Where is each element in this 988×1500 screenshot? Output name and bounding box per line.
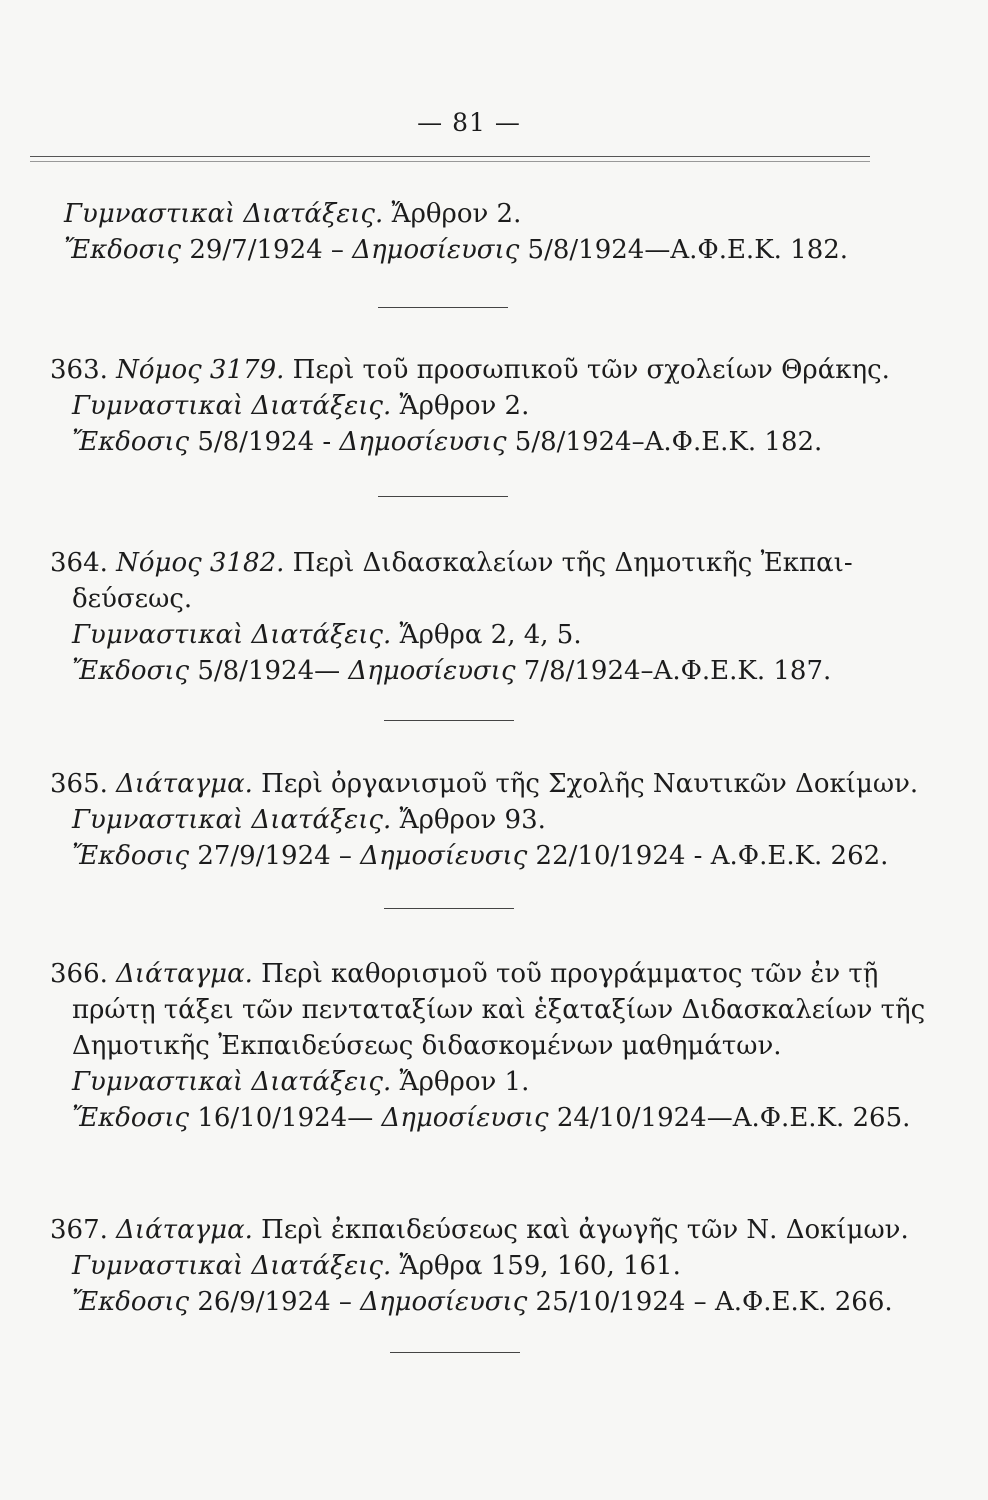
publication-label: Δημοσίευσις bbox=[360, 841, 528, 871]
entry-number: 363. bbox=[50, 355, 108, 385]
preface-edition-line bbox=[64, 232, 924, 268]
entry-provisions-line bbox=[50, 1248, 910, 1284]
edition-label: Ἔκδοσις bbox=[72, 1103, 190, 1133]
entry-title-cont: δεύσεως. bbox=[72, 584, 193, 614]
section-divider bbox=[384, 720, 514, 721]
entry-title: Περὶ ὀργανισμοῦ τῆς Σχολῆς Ναυτικῶν Δοκίμων. bbox=[261, 769, 919, 799]
entry-edition-line bbox=[50, 1100, 910, 1136]
provisions-label: Γυμναστικαὶ Διατάξεις. bbox=[72, 620, 392, 650]
entry-edition-line bbox=[50, 1284, 910, 1320]
entry-title: Περὶ ἐκπαιδεύσεως καὶ ἀγωγῆς τῶν Ν. Δοκίμων. bbox=[261, 1215, 909, 1245]
entry-provisions-line bbox=[50, 388, 910, 424]
entry-provisions-line bbox=[50, 617, 910, 653]
edition-label: Ἔκδοσις bbox=[72, 427, 190, 457]
edition-date: 5/8/1924— bbox=[189, 656, 341, 686]
entry-title-continuation bbox=[50, 992, 926, 1028]
header-rule-secondary bbox=[30, 161, 870, 162]
edition-label: Ἔκδοσις bbox=[64, 235, 182, 265]
provisions-value: Ἄρθρον 1. bbox=[391, 1067, 530, 1097]
provisions-value: Ἄρθρα 159, 160, 161. bbox=[391, 1251, 681, 1281]
entry-title-continuation bbox=[50, 1028, 910, 1064]
entry-title: Περὶ Διδασκαλείων τῆς Δημοτικῆς Ἐκπαι- bbox=[292, 548, 853, 578]
entry-edition-line bbox=[50, 653, 910, 689]
entry-provisions-line bbox=[50, 802, 910, 838]
edition-label: Ἔκδοσις bbox=[72, 841, 190, 871]
entry-edition-line bbox=[50, 424, 910, 460]
edition-date: 27/9/1924 – bbox=[189, 841, 352, 871]
entry-365 bbox=[50, 766, 919, 874]
entry-heading-line bbox=[50, 956, 910, 992]
publication-value: 22/10/1924 - Α.Φ.Ε.Κ. 262. bbox=[527, 841, 889, 871]
edition-label: Ἔκδοσις bbox=[72, 1287, 190, 1317]
provisions-value: Ἄρθρον 2. bbox=[383, 199, 522, 229]
entry-title: Περὶ καθορισμοῦ τοῦ προγράμματος τῶν ἐν τῇ bbox=[261, 959, 879, 989]
entry-title-cont: πρώτῃ τάξει τῶν πενταταξίων καὶ ἑξαταξίων Διδασκαλείων τῆς bbox=[72, 995, 926, 1025]
entry-heading-line bbox=[50, 766, 919, 802]
edition-date: 26/9/1924 – bbox=[189, 1287, 352, 1317]
publication-label: Δημοσίευσις bbox=[339, 427, 507, 457]
publication-label: Δημοσίευσις bbox=[348, 656, 516, 686]
provisions-label: Γυμναστικαὶ Διατάξεις. bbox=[64, 199, 384, 229]
publication-value: 5/8/1924—Α.Φ.Ε.Κ. 182. bbox=[519, 235, 849, 265]
preface-block bbox=[64, 196, 924, 268]
provisions-label: Γυμναστικαὶ Διατάξεις. bbox=[72, 1251, 392, 1281]
entry-363 bbox=[50, 352, 910, 460]
provisions-value: Ἄρθρον 93. bbox=[391, 805, 546, 835]
publication-label: Δημοσίευσις bbox=[360, 1287, 528, 1317]
page-number: — 81 — bbox=[417, 108, 521, 137]
entry-number: 366. bbox=[50, 959, 108, 989]
entry-type: Διάταγμα. bbox=[116, 1215, 253, 1245]
provisions-label: Γυμναστικαὶ Διατάξεις. bbox=[72, 805, 392, 835]
publication-value: 7/8/1924–Α.Φ.Ε.Κ. 187. bbox=[515, 656, 832, 686]
entry-number: 364. bbox=[50, 548, 108, 578]
entry-type: Νόμος 3182. bbox=[116, 548, 285, 578]
edition-date: 29/7/1924 – bbox=[181, 235, 344, 265]
entry-type: Νόμος 3179. bbox=[116, 355, 285, 385]
section-divider bbox=[390, 1352, 520, 1353]
entry-number: 365. bbox=[50, 769, 108, 799]
edition-date: 16/10/1924— bbox=[189, 1103, 374, 1133]
entry-364 bbox=[50, 545, 910, 689]
provisions-value: Ἄρθρα 2, 4, 5. bbox=[391, 620, 582, 650]
entry-type: Διάταγμα. bbox=[116, 769, 253, 799]
provisions-label: Γυμναστικαὶ Διατάξεις. bbox=[72, 391, 392, 421]
publication-label: Δημοσίευσις bbox=[352, 235, 520, 265]
entry-heading-line bbox=[50, 1212, 910, 1248]
section-divider bbox=[378, 307, 508, 308]
edition-label: Ἔκδοσις bbox=[72, 656, 190, 686]
entry-number: 367. bbox=[50, 1215, 108, 1245]
publication-value: 5/8/1924–Α.Φ.Ε.Κ. 182. bbox=[506, 427, 823, 457]
provisions-value: Ἄρθρον 2. bbox=[391, 391, 530, 421]
publication-value: 24/10/1924—Α.Φ.Ε.Κ. 265. bbox=[548, 1103, 911, 1133]
entry-title: Περὶ τοῦ προσωπικοῦ τῶν σχολείων Θράκης. bbox=[292, 355, 890, 385]
entry-367 bbox=[50, 1212, 910, 1320]
header-rule bbox=[30, 156, 870, 157]
section-divider bbox=[384, 908, 514, 909]
entry-type: Διάταγμα. bbox=[116, 959, 253, 989]
publication-value: 25/10/1924 – Α.Φ.Ε.Κ. 266. bbox=[527, 1287, 893, 1317]
section-divider bbox=[378, 496, 508, 497]
provisions-label: Γυμναστικαὶ Διατάξεις. bbox=[72, 1067, 392, 1097]
preface-provisions-line bbox=[64, 196, 924, 232]
edition-date: 5/8/1924 - bbox=[189, 427, 332, 457]
entry-title-cont: Δημοτικῆς Ἐκπαιδεύσεως διδασκομένων μαθημάτων. bbox=[72, 1031, 782, 1061]
entry-provisions-line bbox=[50, 1064, 910, 1100]
entry-heading-line bbox=[50, 545, 910, 581]
publication-label: Δημοσίευσις bbox=[381, 1103, 549, 1133]
entry-edition-line bbox=[50, 838, 910, 874]
entry-title-continuation bbox=[50, 581, 910, 617]
entry-366 bbox=[50, 956, 926, 1136]
entry-heading-line bbox=[50, 352, 910, 388]
